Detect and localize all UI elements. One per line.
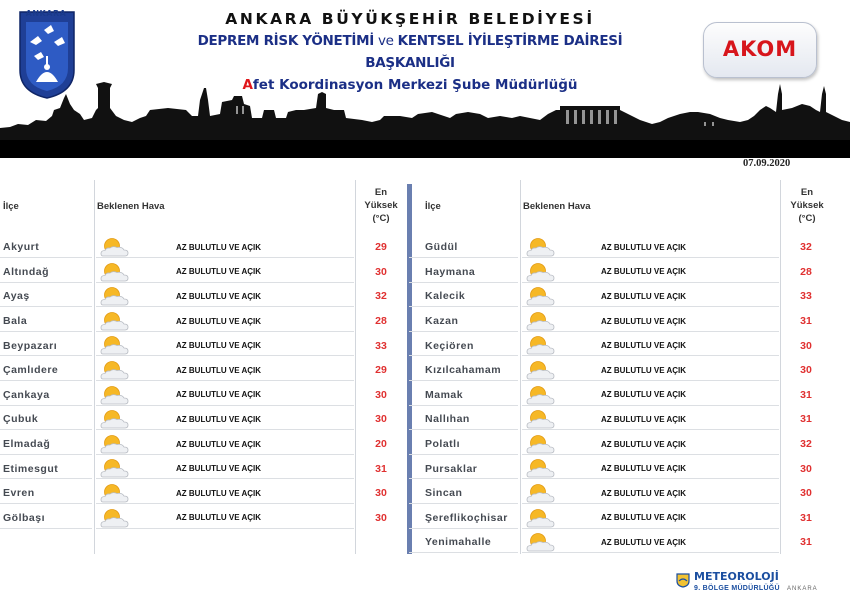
table-row xyxy=(0,309,410,334)
header-max-line1: En xyxy=(374,187,388,198)
forecast-table-right xyxy=(409,180,824,554)
department-title xyxy=(170,30,650,74)
forecast-text: AZ BULUTLU VE AÇIK xyxy=(176,414,262,424)
meteoroloji-logo xyxy=(675,568,845,598)
row-divider xyxy=(409,380,518,381)
table-row xyxy=(409,506,819,531)
max-temperature: 32 xyxy=(800,241,812,254)
department-part1: DEPREM RİSK YÖNETİMİ xyxy=(197,33,374,49)
forecast-text: AZ BULUTLU VE AÇIK xyxy=(601,513,687,523)
forecast-text: AZ BULUTLU VE AÇIK xyxy=(601,267,687,277)
header-max-line2: Yüksek xyxy=(364,200,398,211)
sun-behind-cloud-icon xyxy=(524,237,558,257)
sun-behind-cloud-icon xyxy=(98,508,132,528)
sun-behind-cloud-icon xyxy=(524,311,558,331)
row-divider xyxy=(0,503,92,504)
row-divider xyxy=(409,503,518,504)
row-divider xyxy=(409,282,518,283)
table-row xyxy=(0,235,410,260)
district-name: Kalecik xyxy=(425,290,466,303)
district-name: Şereflikoçhisar xyxy=(425,511,508,524)
district-name: Etimesgut xyxy=(3,462,59,475)
sun-behind-cloud-icon xyxy=(98,311,132,331)
district-name: Yenimahalle xyxy=(425,536,492,549)
table-row xyxy=(0,284,410,309)
department-and: ve xyxy=(373,33,398,49)
district-name: Haymana xyxy=(425,265,476,278)
row-divider xyxy=(409,454,518,455)
sun-behind-cloud-icon xyxy=(524,483,558,503)
table-row xyxy=(409,407,819,432)
district-name: Kazan xyxy=(425,315,459,328)
meteoroloji-subtitle: 9. BÖLGE MÜDÜRLÜĞÜ xyxy=(694,585,780,592)
table-row xyxy=(0,481,410,506)
table-row xyxy=(0,506,410,531)
max-temperature: 31 xyxy=(800,388,812,401)
max-temperature: 31 xyxy=(800,511,812,524)
row-divider xyxy=(409,355,518,356)
forecast-text: AZ BULUTLU VE AÇIK xyxy=(601,390,687,400)
forecast-text: AZ BULUTLU VE AÇIK xyxy=(601,291,687,301)
max-temperature: 31 xyxy=(375,462,387,475)
table-row xyxy=(409,456,819,481)
table-header xyxy=(0,180,410,232)
table-row xyxy=(409,481,819,506)
row-divider xyxy=(409,528,518,529)
district-name: Çubuk xyxy=(3,413,39,426)
akom-logo: AKOM xyxy=(703,22,817,78)
district-name: Bala xyxy=(3,315,28,328)
sun-behind-cloud-icon xyxy=(524,385,558,405)
sun-behind-cloud-icon xyxy=(98,237,132,257)
header-max-line1: En xyxy=(800,187,814,198)
table-row xyxy=(0,407,410,432)
row-divider xyxy=(0,380,92,381)
max-temperature: 32 xyxy=(375,290,387,303)
header-district: İlçe xyxy=(3,200,19,212)
max-temperature: 30 xyxy=(375,265,387,278)
sun-behind-cloud-icon xyxy=(98,385,132,405)
forecast-text: AZ BULUTLU VE AÇIK xyxy=(176,390,262,400)
table-row xyxy=(0,432,410,457)
row-divider xyxy=(409,331,518,332)
table-row xyxy=(409,358,819,383)
header-forecast: Beklenen Hava xyxy=(523,200,591,212)
district-name: Elmadağ xyxy=(3,438,51,451)
forecast-text: AZ BULUTLU VE AÇIK xyxy=(601,414,687,424)
district-name: Çamlıdere xyxy=(3,364,59,377)
district-name: Ayaş xyxy=(3,290,30,303)
max-temperature: 31 xyxy=(800,536,812,549)
row-divider xyxy=(0,478,92,479)
unit-rest: fet Koordinasyon Merkezi Şube Müdürlüğü xyxy=(252,77,578,93)
district-name: Pursaklar xyxy=(425,462,478,475)
max-temperature: 30 xyxy=(800,487,812,500)
sun-behind-cloud-icon xyxy=(98,409,132,429)
district-name: Kızılcahamam xyxy=(425,364,502,377)
row-divider xyxy=(0,528,92,529)
sun-behind-cloud-icon xyxy=(98,360,132,380)
sun-behind-cloud-icon xyxy=(524,508,558,528)
district-name: Çankaya xyxy=(3,388,50,401)
max-temperature: 32 xyxy=(800,438,812,451)
meteoroloji-emblem-icon xyxy=(675,572,691,588)
forecast-text: AZ BULUTLU VE AÇIK xyxy=(601,242,687,252)
district-name: Sincan xyxy=(425,487,463,500)
sun-behind-cloud-icon xyxy=(524,262,558,282)
district-name: Polatlı xyxy=(425,438,461,451)
report-date: 07.09.2020 xyxy=(743,158,791,169)
row-divider xyxy=(0,405,92,406)
max-temperature: 30 xyxy=(800,364,812,377)
max-temperature: 29 xyxy=(375,241,387,254)
row-divider xyxy=(409,405,518,406)
table-row xyxy=(0,358,410,383)
max-temperature: 30 xyxy=(375,487,387,500)
header-max-line3: (°C) xyxy=(372,213,390,224)
forecast-text: AZ BULUTLU VE AÇIK xyxy=(601,439,687,449)
sun-behind-cloud-icon xyxy=(98,483,132,503)
forecast-table-left xyxy=(0,180,410,554)
sun-behind-cloud-icon xyxy=(98,458,132,478)
table-row xyxy=(409,235,819,260)
header-max-temp xyxy=(783,186,831,228)
district-name: Gölbaşı xyxy=(3,511,46,524)
unit-initial: A xyxy=(242,77,253,93)
sun-behind-cloud-icon xyxy=(98,335,132,355)
table-row xyxy=(409,383,819,408)
sun-behind-cloud-icon xyxy=(524,360,558,380)
max-temperature: 30 xyxy=(800,339,812,352)
forecast-text: AZ BULUTLU VE AÇIK xyxy=(601,316,687,326)
forecast-text: AZ BULUTLU VE AÇIK xyxy=(601,488,687,498)
row-divider xyxy=(409,478,518,479)
sun-behind-cloud-icon xyxy=(524,409,558,429)
row-divider xyxy=(409,429,518,430)
row-divider xyxy=(0,331,92,332)
table-row xyxy=(0,260,410,285)
district-name: Akyurt xyxy=(3,241,40,254)
header-max-line2: Yüksek xyxy=(790,200,824,211)
table-row xyxy=(0,333,410,358)
max-temperature: 33 xyxy=(375,339,387,352)
institution-title: ANKARA BÜYÜKŞEHİR BELEDİYESİ xyxy=(225,10,595,28)
table-row xyxy=(409,284,819,309)
district-name: Nallıhan xyxy=(425,413,470,426)
forecast-text: AZ BULUTLU VE AÇIK xyxy=(176,365,262,375)
row-divider xyxy=(409,552,518,553)
max-temperature: 33 xyxy=(800,290,812,303)
row-divider xyxy=(0,306,92,307)
table-row xyxy=(409,309,819,334)
sun-behind-cloud-icon xyxy=(98,286,132,306)
forecast-text: AZ BULUTLU VE AÇIK xyxy=(176,316,262,326)
max-temperature: 28 xyxy=(800,265,812,278)
forecast-text: AZ BULUTLU VE AÇIK xyxy=(176,513,262,523)
sun-behind-cloud-icon xyxy=(524,458,558,478)
department-part2: KENTSEL İYİLEŞTİRME DAİRESİ BAŞKANLIĞI xyxy=(365,33,623,71)
row-divider xyxy=(409,306,518,307)
header-max-line3: (°C) xyxy=(798,213,816,224)
city-skyline-image xyxy=(0,80,850,158)
table-row xyxy=(409,260,819,285)
district-name: Altındağ xyxy=(3,265,49,278)
table-row xyxy=(0,383,410,408)
district-name: Beypazarı xyxy=(3,339,58,352)
district-name: Mamak xyxy=(425,388,464,401)
forecast-text: AZ BULUTLU VE AÇIK xyxy=(176,488,262,498)
table-row xyxy=(409,432,819,457)
logo-label: ANKARA xyxy=(25,9,67,18)
district-name: Evren xyxy=(3,487,35,500)
max-temperature: 31 xyxy=(800,315,812,328)
table-row xyxy=(409,333,819,358)
meteoroloji-city: ANKARA xyxy=(787,586,818,592)
sun-behind-cloud-icon xyxy=(524,434,558,454)
meteoroloji-title: METEOROLOJİ xyxy=(694,570,779,583)
sun-behind-cloud-icon xyxy=(98,434,132,454)
header-forecast: Beklenen Hava xyxy=(97,200,165,212)
table-header xyxy=(409,180,824,232)
forecast-text: AZ BULUTLU VE AÇIK xyxy=(176,242,262,252)
forecast-text: AZ BULUTLU VE AÇIK xyxy=(176,267,262,277)
max-temperature: 20 xyxy=(375,438,387,451)
forecast-text: AZ BULUTLU VE AÇIK xyxy=(176,464,262,474)
max-temperature: 31 xyxy=(800,413,812,426)
max-temperature: 30 xyxy=(375,388,387,401)
forecast-text: AZ BULUTLU VE AÇIK xyxy=(601,537,687,547)
table-row xyxy=(409,530,819,555)
header-district: İlçe xyxy=(425,200,441,212)
sun-behind-cloud-icon xyxy=(524,286,558,306)
district-name: Keçiören xyxy=(425,339,474,352)
max-temperature: 30 xyxy=(800,462,812,475)
header-max-temp xyxy=(357,186,405,228)
row-divider xyxy=(0,257,92,258)
row-divider xyxy=(0,355,92,356)
row-divider xyxy=(409,257,518,258)
row-divider xyxy=(0,429,92,430)
forecast-text: AZ BULUTLU VE AÇIK xyxy=(176,341,262,351)
forecast-text: AZ BULUTLU VE AÇIK xyxy=(601,365,687,375)
district-name: Güdül xyxy=(425,241,458,254)
forecast-text: AZ BULUTLU VE AÇIK xyxy=(601,341,687,351)
table-row xyxy=(0,456,410,481)
row-divider xyxy=(0,454,92,455)
max-temperature: 29 xyxy=(375,364,387,377)
row-divider xyxy=(0,282,92,283)
max-temperature: 30 xyxy=(375,511,387,524)
sun-behind-cloud-icon xyxy=(98,262,132,282)
max-temperature: 30 xyxy=(375,413,387,426)
forecast-text: AZ BULUTLU VE AÇIK xyxy=(601,464,687,474)
max-temperature: 28 xyxy=(375,315,387,328)
sun-behind-cloud-icon xyxy=(524,335,558,355)
forecast-text: AZ BULUTLU VE AÇIK xyxy=(176,439,262,449)
sun-behind-cloud-icon xyxy=(524,532,558,552)
page-header xyxy=(0,0,850,169)
forecast-text: AZ BULUTLU VE AÇIK xyxy=(176,291,262,301)
